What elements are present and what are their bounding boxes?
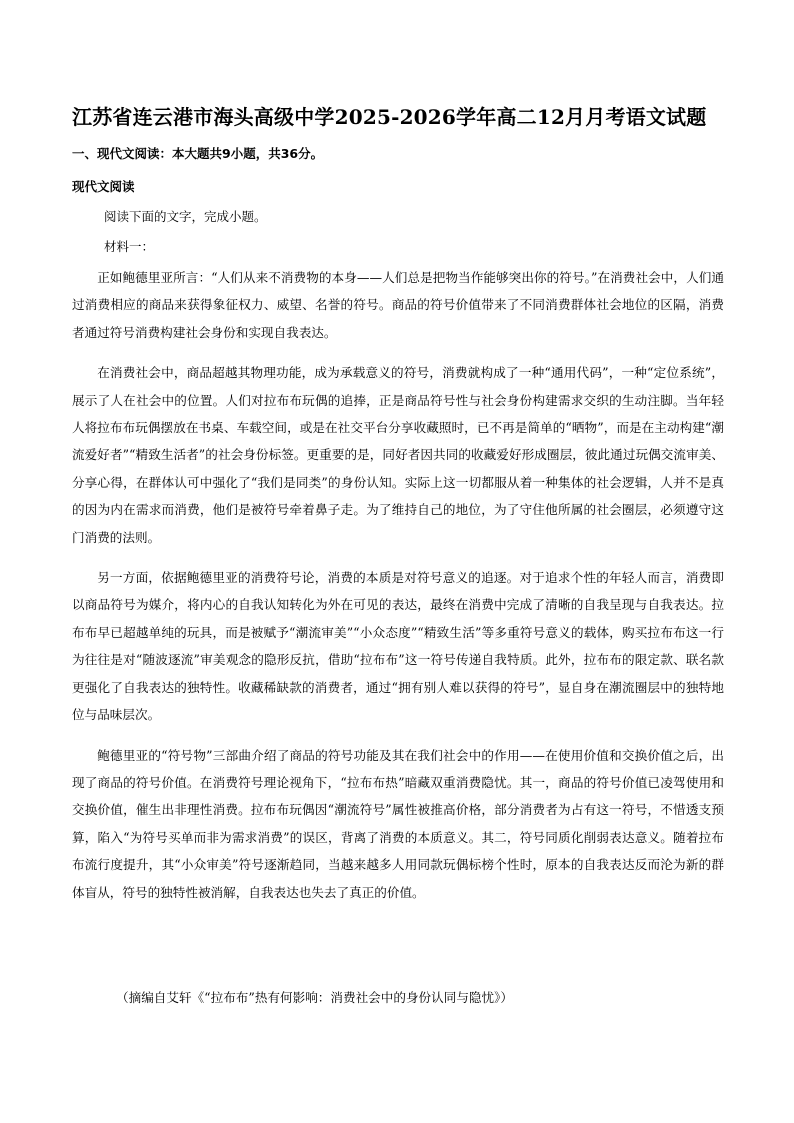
reading-instruction: 阅读下面的文字，完成小题。 bbox=[104, 209, 267, 224]
passage-paragraph-3: 另一方面，依据鲍德里亚的消费符号论，消费的本质是对符号意义的追逐。对于追求个性的年轻人而言，消费即以商品符号为媒介，将内心的自我认知转化为外在可见的表达，最终在消费中完成了清晰的自我呈现与自我表达。拉布布早已超越单纯的玩具，而是被赋予“潮流审美”“小众态度”“精致生活”等多重符号意义的载体，购买拉布布这一行为往往是对“随波逐流”审美观念的隐形反抗，借助“拉布布”这一符号传递自我特质。此外，拉布布的限定款、联名款更强化了自我表达的独特性。收藏稀缺款的消费者，通过“拥有别人难以获得的符号”，显自身在潮流圈层中的独特地位与品味层次。 bbox=[72, 570, 724, 723]
page-title: 江苏省连云港市海头高级中学2025-2026学年高二12月月考语文试题 bbox=[72, 105, 707, 129]
source-citation: （摘编自艾轩《“拉布布”热有何影响：消费社会中的身份认同与隐忧》） bbox=[116, 990, 513, 1005]
sub-heading: 现代文阅读 bbox=[72, 179, 135, 194]
passage-paragraph-2: 在消费社会中，商品超越其物理功能，成为承载意义的符号，消费就构成了一种“通用代码”，一种“定位系统”，展示了人在社会中的位置。人们对拉布布玩偶的追捧，正是商品符号性与社会身份构建需求交织的生动注脚。当年轻人将拉布布玩偶摆放在书桌、车载空间，或是在社交平台分享收藏照时，已不再是简单的“晒物”，而是在主动构建“潮流爱好者”“精致生活者”的社会身份标签。更重要的是，同好者因共同的收藏爱好形成圈层，彼此通过玩偶交流审美、分享心得，在群体认可中强化了“我们是同类”的身份认知。实际上这一切都服从着一种集体的社会逻辑，人并不是真的因为内在需求而消费，他们是被符号牵着鼻子走。为了维持自己的地位，为了守住他所属的社会圈层，必须遵守这门消费的法则。 bbox=[72, 365, 724, 545]
material-label: 材料一： bbox=[104, 239, 155, 254]
section-heading: 一、现代文阅读：本大题共9小题，共36分。 bbox=[72, 146, 324, 161]
passage-paragraph-4: 鲍德里亚的“符号物”三部曲介绍了商品的符号功能及其在我们社会中的作用——在使用价值和交换价值之后，出现了商品的符号价值。在消费符号理论视角下，“拉布布热”暗藏双重消费隐忧。其一，商品的符号价值已凌驾使用和交换价值，催生出非理性消费。拉布布玩偶因“潮流符号”属性被推高价格，部分消费者为占有这一符号，不惜透支预算，陷入“为符号买单而非为需求消费”的误区，背离了消费的本质意义。其二，符号同质化削弱表达意义。随着拉布布流行度提升，其“小众审美”符号逐渐趋同，当越来越多人用同款玩偶标榜个性时，原本的自我表达反而沦为新的群体盲从，符号的独特性被消解，自我表达也失去了真正的价值。 bbox=[72, 747, 724, 900]
passage-paragraph-1: 正如鲍德里亚所言：“人们从来不消费物的本身——人们总是把物当作能够突出你的符号。”在消费社会中，人们通过消费相应的商品来获得象征权力、威望、名誉的符号。商品的符号价值带来了不同消费群体社会地位的区隔，消费者通过符号消费构建社会身份和实现自我表达。 bbox=[72, 270, 724, 340]
reading-passage bbox=[72, 264, 724, 919]
